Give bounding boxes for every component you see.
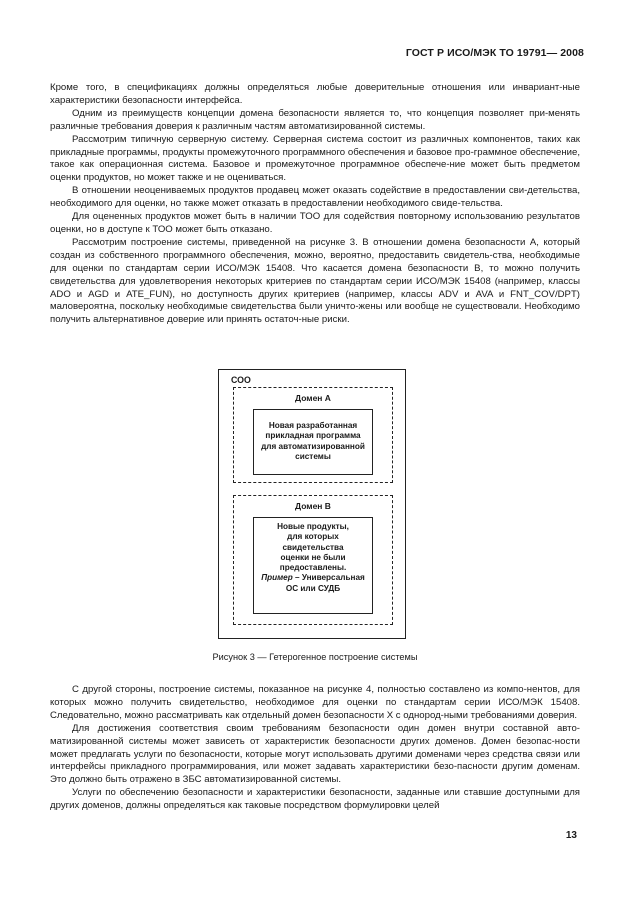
domain-a-line: системы — [295, 451, 331, 461]
domain-b-line: оценки не были — [280, 552, 346, 562]
domain-a-title: Домен А — [295, 393, 331, 403]
domain-a-box — [233, 387, 393, 483]
body-text-bottom — [50, 684, 580, 813]
example-label: Пример — [261, 573, 293, 583]
body-text-top — [50, 82, 580, 327]
domain-b-line: ОС или СУДБ — [285, 583, 341, 593]
paragraph: В отношении неоцениваемых продуктов продавец может оказать содействие в предоставлении сви-детельства, необходимого для оценки, но также может отказать в предоставлении необходимого свиде-тельства. — [50, 185, 580, 210]
figure-caption: Рисунок 3 — Гетерогенное построение системы — [212, 652, 418, 662]
page-number: 13 — [565, 830, 577, 841]
paragraph: Одним из преимуществ концепции домена безопасности является то, что концепция позволяет при-менять различные требования доверия к различным частям автоматизированной системы. — [50, 107, 580, 132]
paragraph: Услуги по обеспечению безопасности и характеристики безопасности, заданные или ставшие доступными для других доменов, должны определяться как таковые посредством формулировки целей — [50, 787, 580, 812]
domain-a-line: Новая разработанная — [268, 421, 358, 430]
paragraph: Для достижения соответствия своим требованиям безопасности один домен внутри составной авто-матизированной системы может зависеть от характеристик безопасности других доменов. Домен безопас-ности может предлагать услуги по безопасности, которые могут использовать другими доменами через средства связи или интерфейсы прикладного программирования, или может задавать характеристики безо-пасности другим доменам. Это должно быть отражено в ЗБС автоматизированной системы. — [50, 722, 580, 786]
domain-b-line: предоставлены. — [279, 563, 347, 573]
domain-b-box — [233, 495, 393, 625]
domain-b-example-line — [254, 573, 372, 583]
domain-a-line: для автоматизированной — [261, 441, 365, 451]
domain-b-line: для которых — [287, 532, 339, 542]
paragraph: Рассмотрим типичную серверную систему. Серверная система состоит из различных компонентов, таких как прикладные программы, продукты промежуточного программного обеспечения и базовое про-граммное обеспечение, такое как операционная система. Базовое и промежуточное программное обеспече-ние может быть предметом оценки продуктов, но может также и не оцениваться. — [50, 133, 580, 184]
system-diagram — [218, 369, 406, 639]
coo-label: СОО — [231, 375, 251, 385]
paragraph: С другой стороны, построение системы, показанное на рисунке 4, полностью составлено из компо-нентов, для которых можно получить свидетельство, необходимое для оценки по стандартам серии ИСО/МЭК 15408. Следовательно, можно рассматривать как отдельный домен безопасности X с однород-ными требованиями доверия. — [50, 684, 580, 721]
domain-b-title: Домен В — [295, 501, 331, 511]
domain-b-line: свидетельства — [282, 542, 344, 552]
domain-b-line: Новые продукты, — [277, 522, 349, 531]
paragraph: Рассмотрим построение системы, приведенной на рисунке 3. В отношении домена безопасности А, который создан из собственного программного обеспечения, можно, вероятно, предоставить свидетель-ства, необходимые для оценки по стандартам серии ИСО/МЭК 15408. Что касается домена безопасности В, то можно получить свидетельства для удовлетворения некоторых критериев по стандартам серии ИСО/МЭК 15408 (например, классы ADO и AGD и ATE_FUN), но доступность других критериев (например, классы ADV и AVA и FNT_COV/DPT) маловероятна, поскольку необходимые свидетельства были уничто-жены или вообще не существовали. Необходимо получить альтернативное доверие или принять остаточ-ные риски. — [50, 236, 580, 326]
domain-b-content — [253, 517, 373, 614]
paragraph: Для оцененных продуктов может быть в наличии ТОО для содействия повторному использованию результатов оценки, но в доступе к ТОО может быть отказано. — [50, 211, 580, 235]
example-text: – Универсальная — [292, 573, 365, 583]
document-header: ГОСТ Р ИСО/МЭК ТО 19791— 2008 — [405, 47, 584, 59]
paragraph: Кроме того, в спецификациях должны определяться любые доверительные отношения или инвариант-ные характеристики безопасности интерфейса. — [50, 82, 580, 106]
domain-a-content — [253, 409, 373, 475]
domain-a-line: прикладная программа — [265, 431, 361, 441]
